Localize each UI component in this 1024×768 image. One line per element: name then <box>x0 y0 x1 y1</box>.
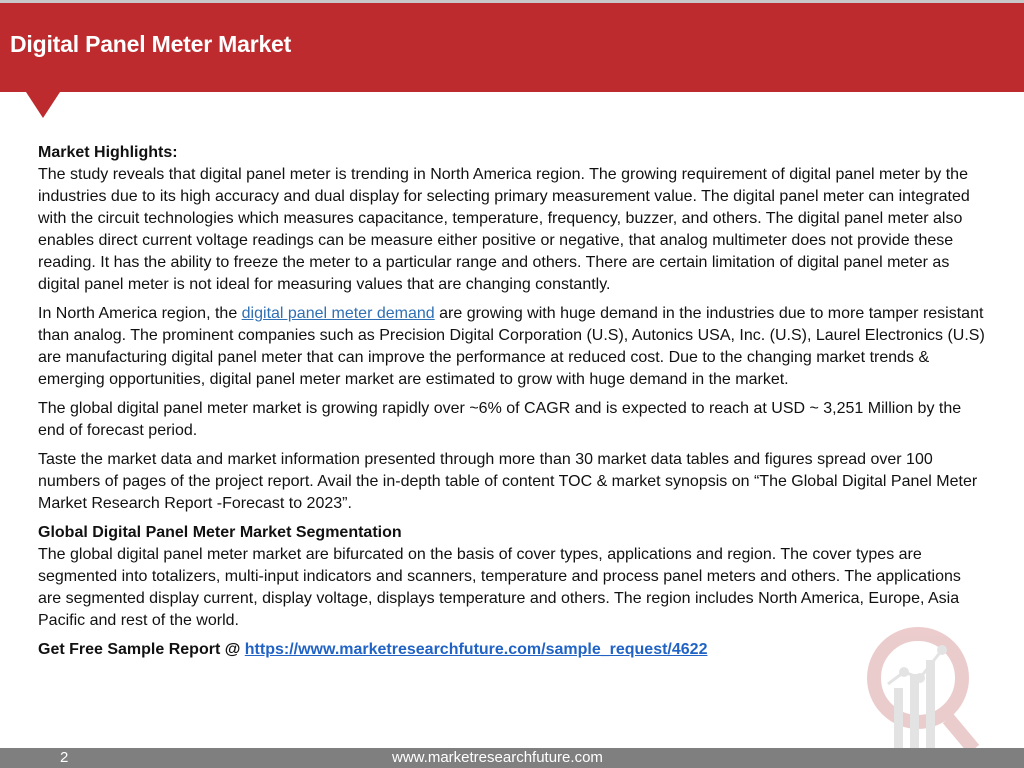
global-market-paragraph: The global digital panel meter market is growing rapidly over ~6% of CAGR and is expected to reach at USD ~ 3,251 Million by the end of forecast period. <box>38 400 962 439</box>
footer-bar <box>0 748 1024 768</box>
footer-url: www.marketresearchfuture.com <box>392 749 603 766</box>
header-notch <box>26 92 60 118</box>
sample-report-label: Get Free Sample Report @ <box>38 641 245 658</box>
bar-1 <box>894 688 903 748</box>
header-bar <box>0 0 1024 92</box>
slide-title: Digital Panel Meter Market <box>10 31 292 57</box>
magnifier-bar-chart-icon <box>858 622 998 748</box>
segmentation-paragraph <box>38 522 988 632</box>
segmentation-text: The global digital panel meter market are bifurcated on the basis of cover types, applications and region. The cover types are segmented into totalizers, multi-input indicators and scanners, temperature and process panel meters and others. The applications are segmented display current, display voltage, displays temperature and others. The region includes North America, Europe, Asia Pacific and rest of the world. <box>38 546 961 629</box>
page-number: 2 <box>60 749 69 766</box>
sample-report-cta <box>38 639 988 661</box>
highlights-heading: Market Highlights: <box>38 144 178 161</box>
digital-panel-meter-demand-link[interactable]: digital panel meter demand <box>241 305 435 322</box>
north-america-text-before: In North America region, the <box>38 305 242 322</box>
bar-2 <box>910 674 919 748</box>
north-america-paragraph <box>38 303 988 391</box>
magnifier-handle <box>943 714 979 748</box>
bar-3 <box>926 660 935 748</box>
highlights-text: The study reveals that digital panel meter is trending in North America region. The growing requirement of digital panel meter by the industries due to its high accuracy and dual display for selecting primary measurement value. The digital panel meter can integrated with the circuit technologies which measures capacitance, temperature, frequency, buzzer, and others. The digital panel meter also enables direct current voltage readings can be measure either positive or negative, that analog multimeter does not provide these reading. It has the ability to freeze the meter to a particular range and others. There are certain limitation of digital panel meter as digital panel meter is not ideal for measuring values that are changing constantly. <box>38 166 970 293</box>
report-info-paragraph: Taste the market data and market information presented through more than 30 market data tables and figures spread over 100 numbers of pages of the project report. Avail the in-depth table of content TOC & market synopsis on “The Global Digital Panel Meter Market Research Report -Forecast to 2023”. <box>38 451 978 512</box>
content-body <box>38 142 988 668</box>
north-america-text-after: are growing with huge demand in the industries due to more tamper resistant than analog. The prominent companies such as Precision Digital Corporation (U.S), Autonics USA, Inc. (U.S), Laurel Electronics (U.S) are manufacturing digital panel meter that can improve the performance at reduced cost. Due to the changing market trends & emerging opportunities, digital panel meter market are estimated to grow with huge demand in the market. <box>38 305 985 388</box>
sample-report-link[interactable]: https://www.marketresearchfuture.com/sample_request/4622 <box>244 641 708 658</box>
segmentation-heading: Global Digital Panel Meter Market Segmentation <box>38 524 402 541</box>
highlights-paragraph <box>38 142 988 296</box>
